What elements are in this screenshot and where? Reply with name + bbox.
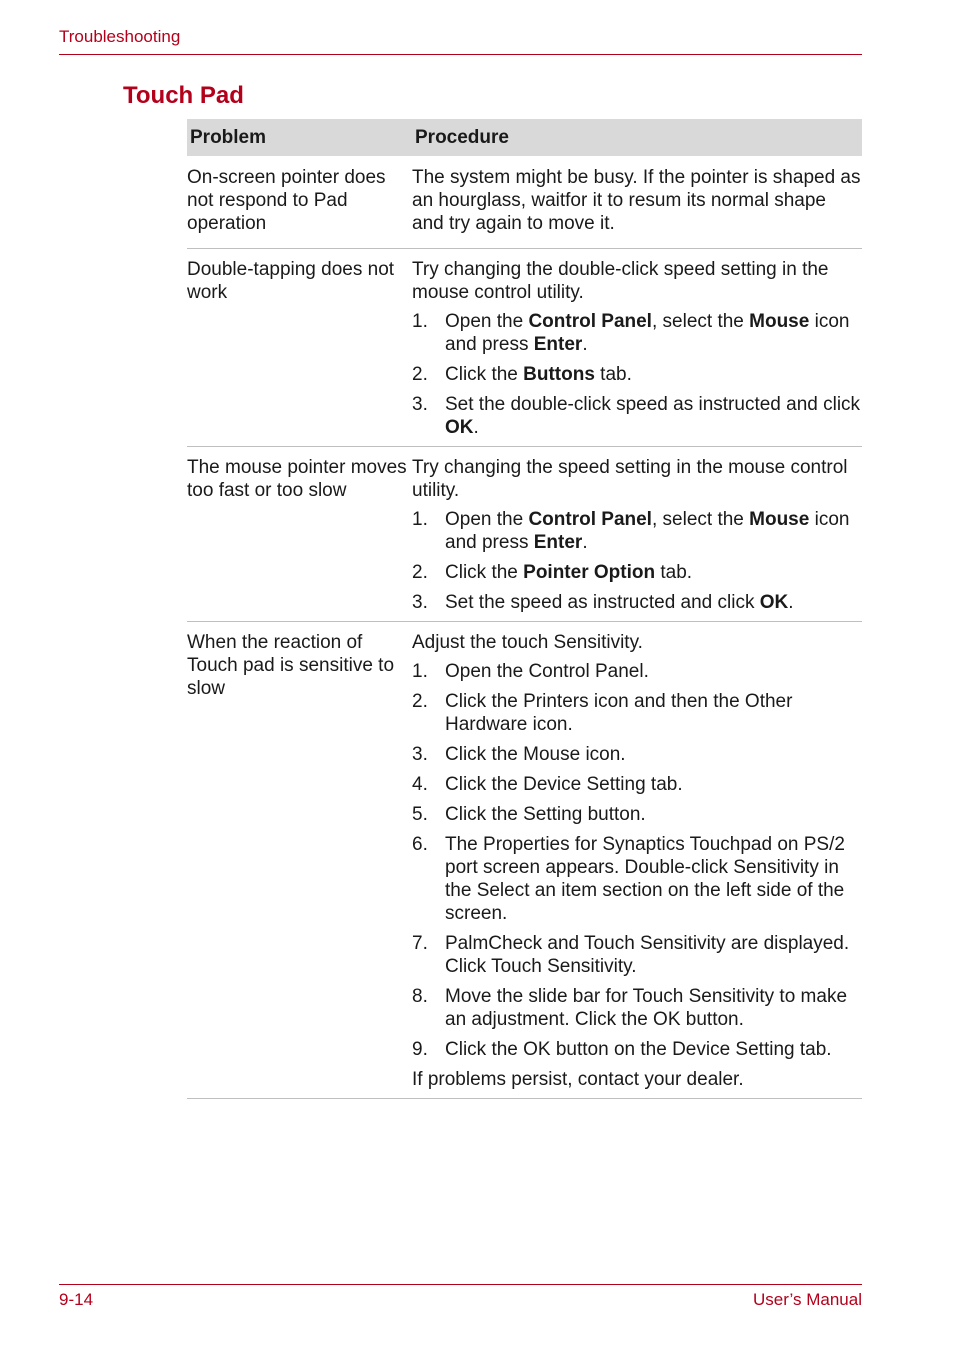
- step-number: 7.: [412, 933, 428, 954]
- step-number: 1.: [412, 311, 428, 332]
- step-number: 1.: [412, 509, 428, 530]
- step-text: [445, 508, 862, 554]
- step-text-part: .: [473, 417, 479, 438]
- step-text: [445, 833, 862, 925]
- header-rule: [59, 54, 862, 55]
- step-text: [445, 310, 862, 356]
- table-body: [187, 156, 862, 1099]
- step-text-part: Set the speed as instructed and click: [445, 592, 760, 613]
- procedure-intro: Try changing the speed setting in the mouse control utility.: [412, 457, 848, 501]
- page-number: 9-14: [59, 1290, 94, 1309]
- step-emphasis: Enter: [533, 532, 583, 553]
- procedure-step: [412, 363, 862, 386]
- step-text-part: Click the: [445, 562, 524, 583]
- step-number: 3.: [412, 744, 428, 765]
- step-text-part: , select the: [651, 311, 750, 332]
- procedure-step: [412, 591, 862, 614]
- step-emphasis: Control Panel: [528, 509, 652, 530]
- troubleshooting-table: [187, 119, 862, 1099]
- table-row: [187, 156, 862, 249]
- procedure-cell: [412, 631, 862, 1091]
- problem-cell: The mouse pointer moves too fast or too slow: [187, 457, 407, 501]
- step-text-part: Move the slide bar for Touch Sensitivity to make an adjustment. Click the OK button.: [445, 986, 848, 1030]
- step-number: 4.: [412, 774, 428, 795]
- step-text-part: Click the: [445, 364, 524, 385]
- problem-cell: When the reaction of Touch pad is sensitive to slow: [187, 632, 395, 699]
- step-text-part: .: [788, 592, 794, 613]
- procedure-step: [412, 773, 862, 796]
- footer-rule: [59, 1284, 862, 1285]
- step-text-part: icon and press: [445, 311, 850, 355]
- table-header: [187, 119, 862, 156]
- step-emphasis: Enter: [533, 334, 583, 355]
- step-text-part: PalmCheck and Touch Sensitivity are displayed. Click Touch Sensitivity.: [445, 933, 850, 977]
- procedure-intro: The system might be busy. If the pointer is shaped as an hourglass, waitfor it to resum its normal shape and try again to move it.: [412, 167, 861, 234]
- step-text-part: Open the Control Panel.: [445, 661, 649, 682]
- column-header-procedure: Procedure: [415, 127, 509, 148]
- step-text-part: .: [582, 532, 588, 553]
- step-emphasis: Mouse: [749, 311, 810, 332]
- procedure-step: [412, 690, 862, 736]
- procedure-step: [412, 660, 862, 683]
- step-number: 2.: [412, 691, 428, 712]
- step-text-part: icon and press: [445, 509, 850, 553]
- procedure-step: [412, 508, 862, 554]
- table-row: [187, 622, 862, 1099]
- step-emphasis: OK: [759, 592, 789, 613]
- step-text: [445, 1038, 862, 1061]
- step-number: 2.: [412, 562, 428, 583]
- procedure-steps: [412, 310, 862, 439]
- step-text-part: .: [582, 334, 588, 355]
- procedure-step: [412, 393, 862, 439]
- table-row: [187, 447, 862, 622]
- step-text: [445, 985, 862, 1031]
- procedure-outro: If problems persist, contact your dealer.: [412, 1069, 744, 1090]
- step-number: 3.: [412, 592, 428, 613]
- step-number: 6.: [412, 834, 428, 855]
- step-text: [445, 561, 862, 584]
- step-number: 8.: [412, 986, 428, 1007]
- table-row: [187, 249, 862, 447]
- step-text-part: Open the: [445, 311, 529, 332]
- step-text-part: Click the Setting button.: [445, 804, 646, 825]
- step-number: 1.: [412, 661, 428, 682]
- procedure-intro: Try changing the double-click speed setting in the mouse control utility.: [412, 259, 829, 303]
- procedure-step: [412, 932, 862, 978]
- procedure-step: [412, 985, 862, 1031]
- step-text-part: Click the Mouse icon.: [445, 744, 626, 765]
- step-text: [445, 660, 862, 683]
- procedure-step: [412, 803, 862, 826]
- procedure-cell: [412, 166, 862, 241]
- running-header: Troubleshooting: [59, 27, 181, 46]
- step-text: [445, 932, 862, 978]
- step-emphasis: Pointer Option: [523, 562, 656, 583]
- step-text: [445, 743, 862, 766]
- procedure-steps: [412, 508, 862, 614]
- step-text-part: tab.: [655, 562, 693, 583]
- step-text: [445, 591, 862, 614]
- step-text-part: Open the: [445, 509, 529, 530]
- procedure-cell: [412, 456, 862, 614]
- column-header-problem: Problem: [190, 127, 267, 148]
- procedure-step: [412, 310, 862, 356]
- procedure-cell: [412, 258, 862, 439]
- step-text-part: Click the Printers icon and then the Other Hardware icon.: [445, 691, 793, 735]
- problem-cell: On-screen pointer does not respond to Pad operation: [187, 167, 386, 234]
- step-text: [445, 773, 862, 796]
- step-text-part: , select the: [651, 509, 750, 530]
- procedure-step: [412, 1038, 862, 1061]
- procedure-intro: Adjust the touch Sensitivity.: [412, 632, 643, 653]
- step-text: [445, 393, 862, 439]
- step-number: 5.: [412, 804, 428, 825]
- step-emphasis: Control Panel: [528, 311, 652, 332]
- step-text-part: Click the Device Setting tab.: [445, 774, 683, 795]
- manual-title: User’s Manual: [753, 1290, 862, 1309]
- step-emphasis: Buttons: [523, 364, 595, 385]
- problem-cell: Double-tapping does not work: [187, 259, 395, 303]
- step-text-part: The Properties for Synaptics Touchpad on PS/2 port screen appears. Double-click Sensitivity in the Select an item section on the left side of the screen.: [445, 834, 845, 924]
- step-text-part: Click the OK button on the Device Setting tab.: [445, 1039, 832, 1060]
- step-number: 3.: [412, 394, 428, 415]
- step-emphasis: Mouse: [749, 509, 810, 530]
- step-number: 2.: [412, 364, 428, 385]
- procedure-steps: [412, 660, 862, 1061]
- step-emphasis: OK: [445, 417, 474, 438]
- section-title: Touch Pad: [123, 82, 244, 109]
- step-text-part: tab.: [594, 364, 632, 385]
- step-number: 9.: [412, 1039, 428, 1060]
- step-text-part: Set the double-click speed as instructed and click: [445, 394, 861, 415]
- procedure-step: [412, 743, 862, 766]
- procedure-step: [412, 833, 862, 925]
- step-text: [445, 803, 862, 826]
- step-text: [445, 690, 862, 736]
- procedure-step: [412, 561, 862, 584]
- step-text: [445, 363, 862, 386]
